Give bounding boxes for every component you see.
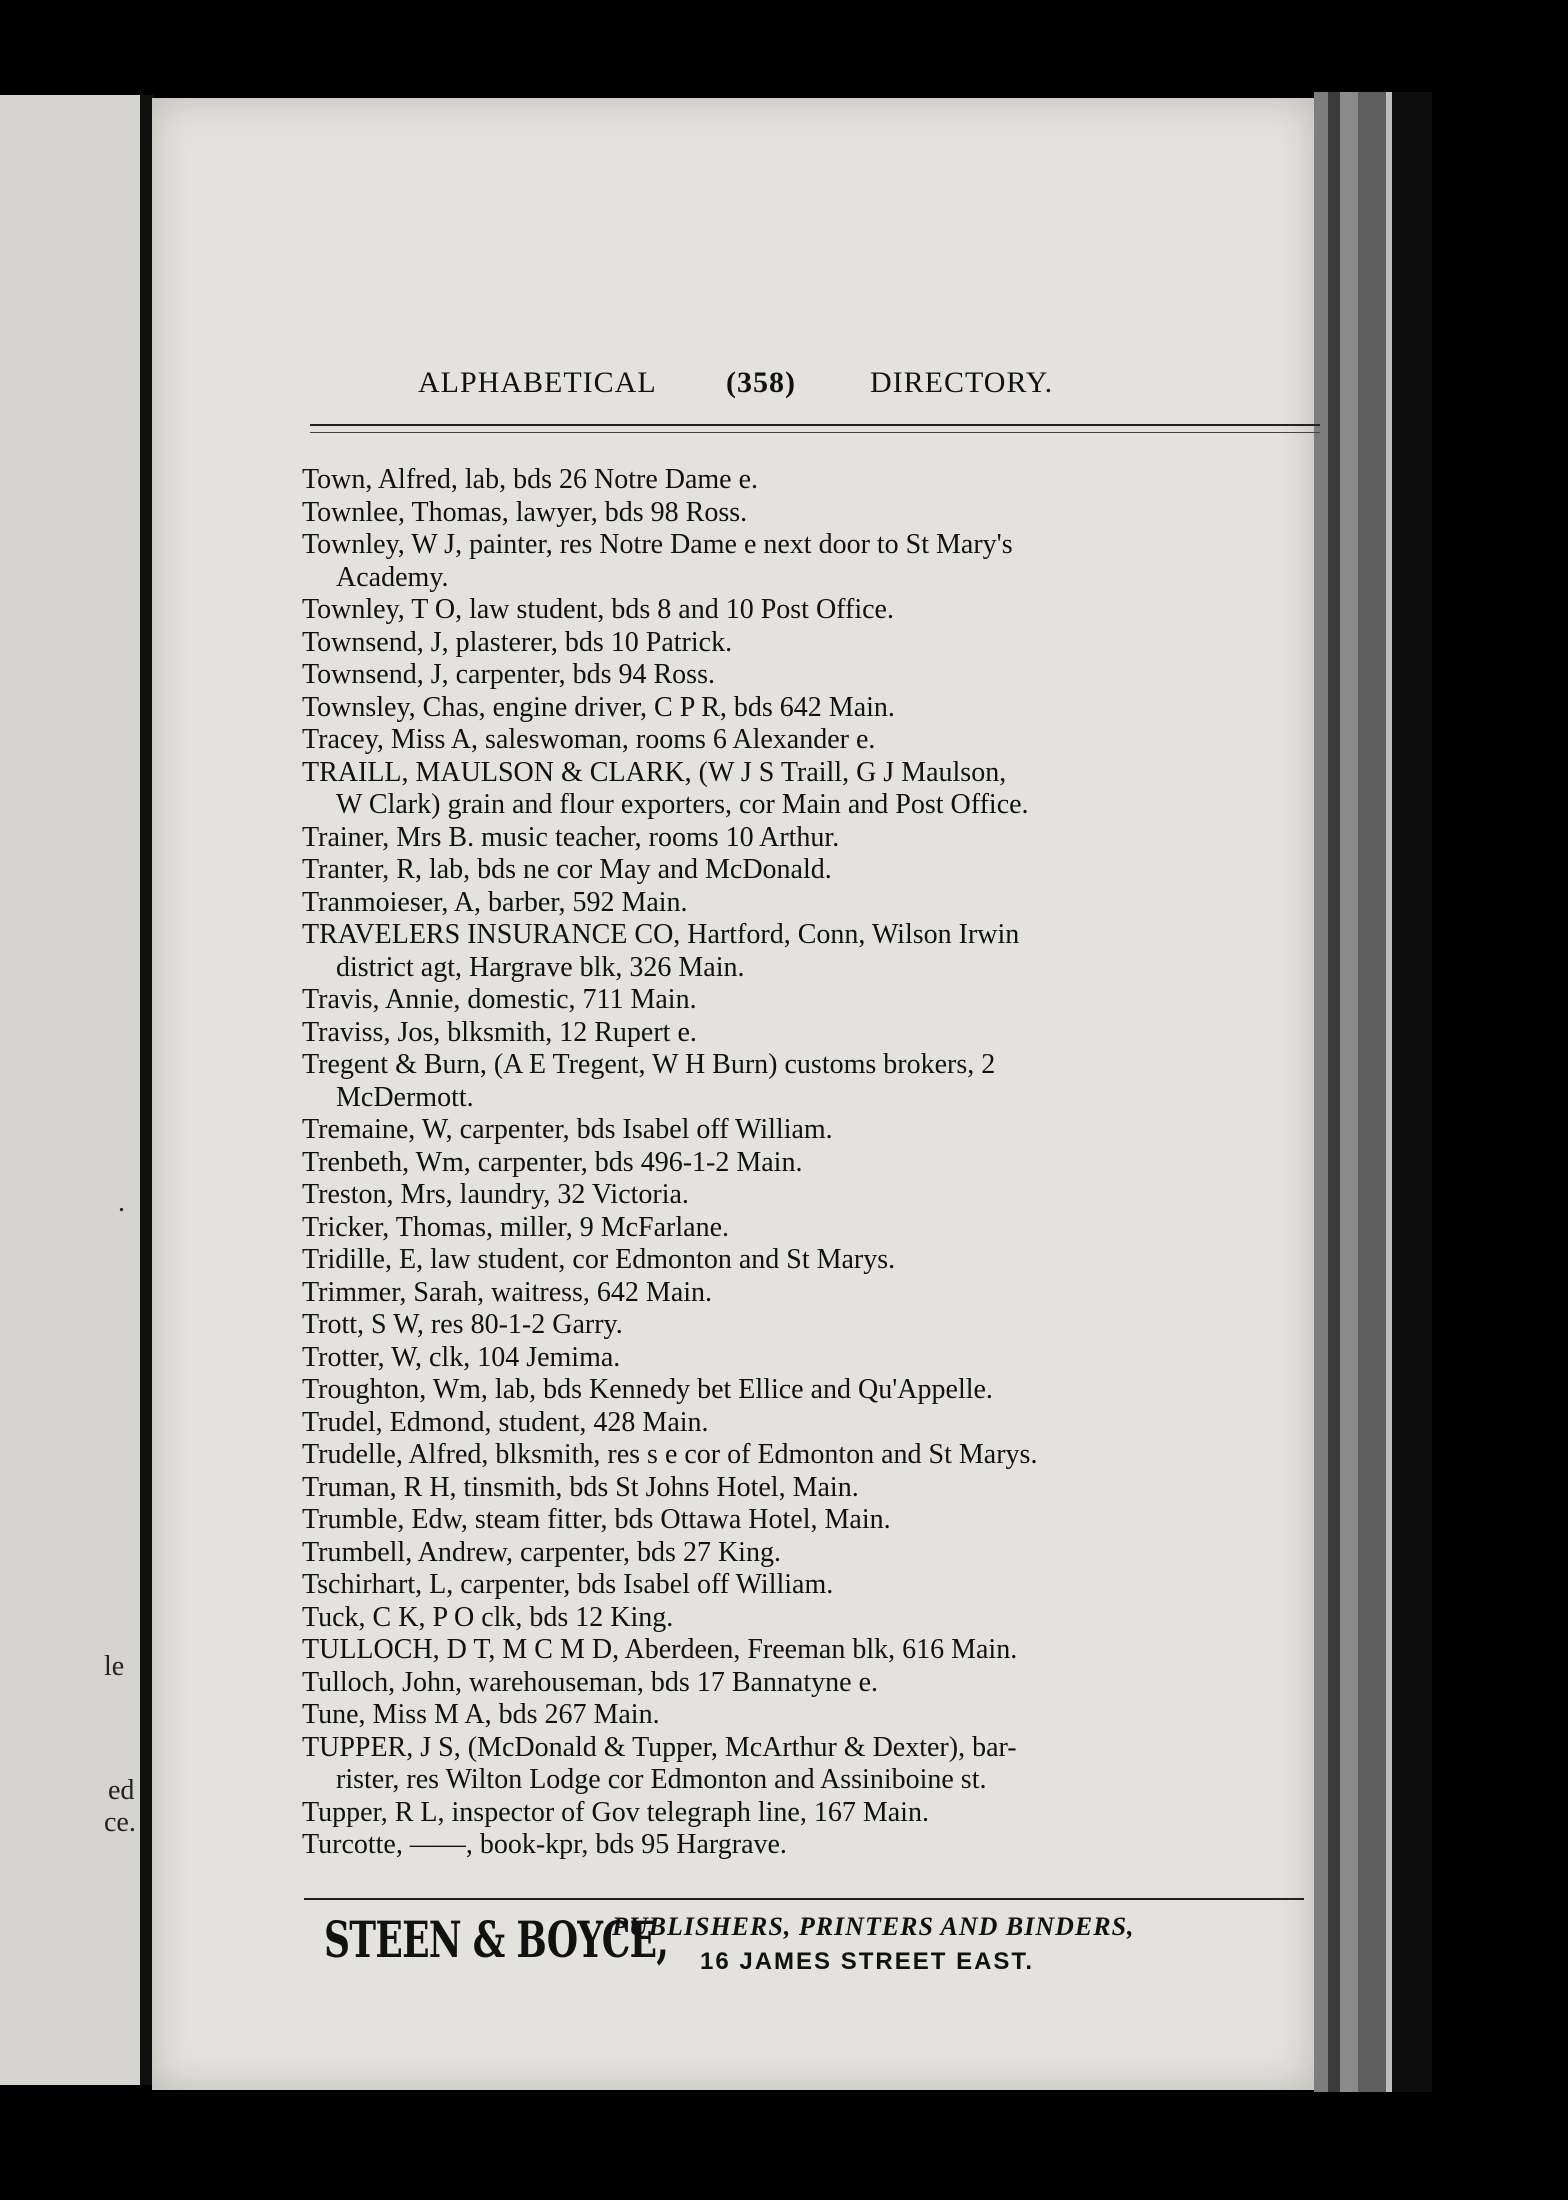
page-edges <box>1340 92 1358 2092</box>
directory-entry <box>302 1277 1332 1310</box>
entry-text: Trumbell, Andrew, carpenter, bds 27 King. <box>302 1536 781 1568</box>
page-edges <box>1392 92 1432 2092</box>
entry-text: Tschirhart, L, carpenter, bds Isabel off William. <box>302 1569 834 1600</box>
directory-entry <box>302 887 1332 920</box>
header-rule <box>310 424 1320 426</box>
directory-entry <box>302 1667 1332 1700</box>
directory-entry <box>302 1602 1332 1635</box>
previous-page-text: ce. <box>104 1807 136 1838</box>
entry-text: Townsley, Chas, engine driver, C P R, bds 642 Main. <box>302 691 895 723</box>
entry-text: TRAVELERS INSURANCE CO, Hartford, Conn, Wilson Irwin <box>302 919 1020 950</box>
footer-rule <box>304 1898 1304 1900</box>
entry-text: Townsend, J, plasterer, bds 10 Patrick. <box>302 626 733 658</box>
entry-text: Trudelle, Alfred, blksmith, res s e cor of Edmonton and St Marys. <box>302 1439 1038 1470</box>
entry-text: Trainer, Mrs B. music teacher, rooms 10 Arthur. <box>302 821 840 853</box>
entry-text: Trumble, Edw, steam fitter, bds Ottawa Hotel, Main. <box>302 1504 891 1535</box>
directory-entry <box>302 1147 1332 1180</box>
entry-text: Townlee, Thomas, lawyer, bds 98 Ross. <box>302 496 748 528</box>
directory-entry <box>302 497 1332 530</box>
directory-entry <box>302 1342 1332 1375</box>
page-number: (358) <box>726 366 796 399</box>
entry-text: Tremaine, W, carpenter, bds Isabel off William. <box>302 1114 833 1145</box>
entry-continuation: McDermott. <box>336 1081 474 1113</box>
entry-text: Tuck, C K, P O clk, bds 12 King. <box>302 1601 674 1633</box>
directory-entry <box>302 919 1332 984</box>
directory-entry <box>302 594 1332 627</box>
directory-entry <box>302 1537 1332 1570</box>
entry-continuation: district agt, Hargrave blk, 326 Main. <box>336 951 745 983</box>
entry-text: Traviss, Jos, blksmith, 12 Rupert e. <box>302 1016 697 1048</box>
entry-text: Tranter, R, lab, bds ne cor May and McDonald. <box>302 854 832 885</box>
directory-entry <box>302 1212 1332 1245</box>
directory-entry <box>302 724 1332 757</box>
page-edges <box>1358 92 1386 2092</box>
previous-page-text: . <box>118 1187 125 1218</box>
entry-text: Tregent & Burn, (A E Tregent, W H Burn) customs brokers, 2 <box>302 1049 996 1080</box>
entry-text: Tulloch, John, warehouseman, bds 17 Bannatyne e. <box>302 1666 878 1698</box>
entry-text: Tracey, Miss A, saleswoman, rooms 6 Alexander e. <box>302 724 876 755</box>
directory-entry <box>302 627 1332 660</box>
directory-entries <box>302 464 1332 1862</box>
directory-entry <box>302 1309 1332 1342</box>
directory-entry <box>302 854 1332 887</box>
entry-text: TRAILL, MAULSON & CLARK, (W J S Traill, G J Maulson, <box>302 756 1007 788</box>
entry-text: Travis, Annie, domestic, 711 Main. <box>302 984 697 1015</box>
directory-entry <box>302 757 1332 822</box>
header-right-title: DIRECTORY. <box>870 366 1054 399</box>
page-header <box>152 366 1314 406</box>
entry-text: Trimmer, Sarah, waitress, 642 Main. <box>302 1276 713 1308</box>
entry-text: Tune, Miss M A, bds 267 Main. <box>302 1699 660 1730</box>
entry-text: TUPPER, J S, (McDonald & Tupper, McArthur & Dexter), bar- <box>302 1731 1017 1763</box>
entry-text: Truman, R H, tinsmith, bds St Johns Hotel, Main. <box>302 1471 859 1503</box>
directory-entry <box>302 1569 1332 1602</box>
directory-entry <box>302 984 1332 1017</box>
entry-text: Tridille, E, law student, cor Edmonton and St Marys. <box>302 1244 896 1275</box>
entry-text: Trenbeth, Wm, carpenter, bds 496-1-2 Main. <box>302 1146 803 1178</box>
directory-entry <box>302 1017 1332 1050</box>
previous-page-text: le <box>104 1651 125 1682</box>
directory-entry <box>302 1179 1332 1212</box>
entry-text: Trotter, W, clk, 104 Jemima. <box>302 1341 621 1373</box>
publisher-address: 16 JAMES STREET EAST. <box>700 1948 1035 1975</box>
entry-text: Tupper, R L, inspector of Gov telegraph line, 167 Main. <box>302 1796 929 1828</box>
entry-text: Townley, T O, law student, bds 8 and 10 Post Office. <box>302 594 894 625</box>
directory-entry <box>302 822 1332 855</box>
entry-text: Townsend, J, carpenter, bds 94 Ross. <box>302 659 715 690</box>
directory-entry <box>302 464 1332 497</box>
directory-entry <box>302 529 1332 594</box>
header-left-title: ALPHABETICAL <box>418 366 657 399</box>
entry-text: Trudel, Edmond, student, 428 Main. <box>302 1406 709 1438</box>
directory-entry <box>302 1374 1332 1407</box>
directory-entry <box>302 1472 1332 1505</box>
publisher-brand: STEEN & BOYCE, <box>324 1910 669 1969</box>
entry-continuation: Academy. <box>336 561 449 593</box>
directory-entry <box>302 1732 1332 1797</box>
entry-text: Turcotte, ——, book-kpr, bds 95 Hargrave. <box>302 1829 787 1860</box>
header-rule <box>310 432 1320 433</box>
entry-text: Tranmoieser, A, barber, 592 Main. <box>302 886 688 918</box>
entry-text: Tricker, Thomas, miller, 9 McFarlane. <box>302 1211 730 1243</box>
directory-entry <box>302 1114 1332 1147</box>
directory-entry <box>302 1407 1332 1440</box>
directory-entry <box>302 1797 1332 1830</box>
previous-page-fragment <box>0 95 146 2085</box>
directory-entry <box>302 659 1332 692</box>
previous-page-text: ed <box>108 1775 135 1806</box>
entry-text: Treston, Mrs, laundry, 32 Victoria. <box>302 1179 689 1210</box>
directory-entry <box>302 692 1332 725</box>
entry-text: Town, Alfred, lab, bds 26 Notre Dame e. <box>302 464 759 495</box>
directory-entry <box>302 1699 1332 1732</box>
directory-entry <box>302 1439 1332 1472</box>
publisher-tagline: PUBLISHERS, PRINTERS AND BINDERS, <box>612 1912 1135 1941</box>
entry-text: Townley, W J, painter, res Notre Dame e next door to St Mary's <box>302 529 1013 560</box>
directory-entry <box>302 1504 1332 1537</box>
entry-continuation: W Clark) grain and flour exporters, cor Main and Post Office. <box>336 789 1029 820</box>
entry-text: Troughton, Wm, lab, bds Kennedy bet Ellice and Qu'Appelle. <box>302 1374 993 1405</box>
directory-page <box>152 98 1314 2090</box>
directory-entry <box>302 1244 1332 1277</box>
entry-continuation: rister, res Wilton Lodge cor Edmonton and Assiniboine st. <box>336 1764 987 1795</box>
entry-text: Trott, S W, res 80-1-2 Garry. <box>302 1309 623 1340</box>
directory-entry <box>302 1634 1332 1667</box>
entry-text: TULLOCH, D T, M C M D, Aberdeen, Freeman blk, 616 Main. <box>302 1634 1018 1665</box>
directory-entry <box>302 1049 1332 1114</box>
directory-entry <box>302 1829 1332 1862</box>
